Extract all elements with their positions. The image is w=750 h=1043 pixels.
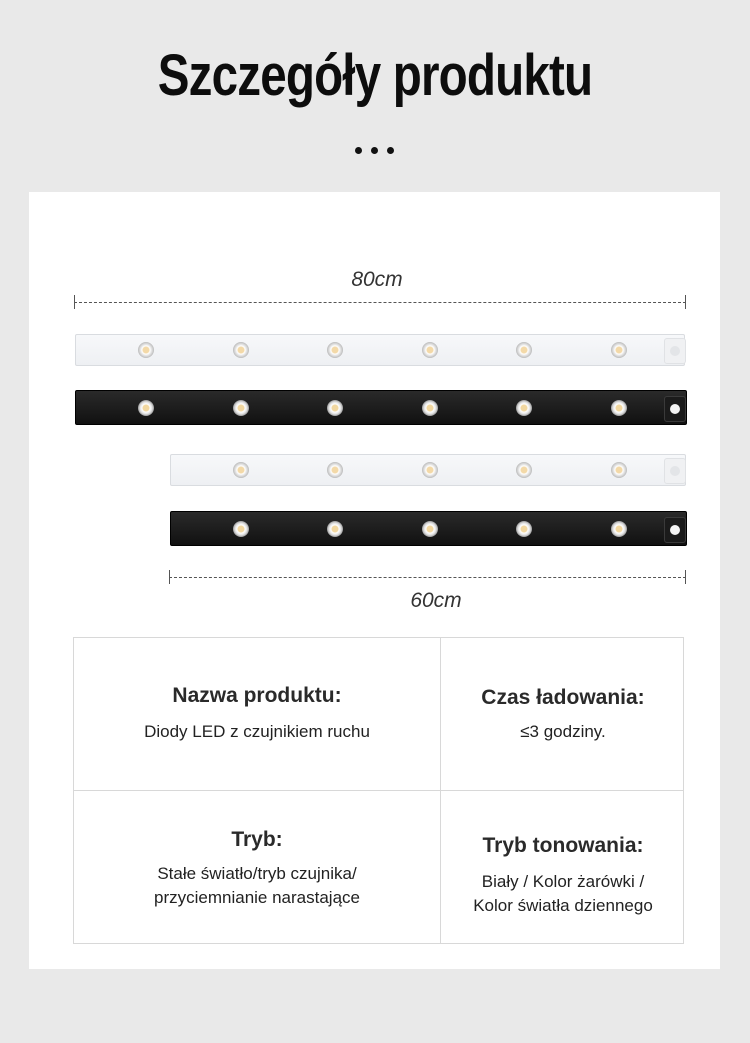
led-icon <box>233 521 249 537</box>
led-icon <box>611 342 627 358</box>
led-icon <box>422 400 438 416</box>
spec-table <box>73 637 684 944</box>
spec-cell-charging-time <box>441 686 685 744</box>
dot <box>371 147 378 154</box>
led-bar-white-80cm <box>75 334 685 366</box>
spec-label: Czas ładowania: <box>481 686 645 709</box>
led-icon <box>138 400 154 416</box>
spec-value: Stałe światło/tryb czujnika/ <box>157 864 357 883</box>
led-icon <box>611 462 627 478</box>
led-icon <box>611 521 627 537</box>
dimension-line-60cm <box>169 577 686 578</box>
led-icon <box>422 521 438 537</box>
dimension-label-80cm: 80cm <box>351 268 403 291</box>
dimension-line-80cm <box>74 302 686 303</box>
led-icon <box>516 462 532 478</box>
spec-value: Biały / Kolor żarówki / <box>481 872 645 891</box>
led-icon <box>611 400 627 416</box>
spec-label: Tryb: <box>231 828 283 851</box>
ellipsis-decoration <box>355 147 399 157</box>
motion-sensor-icon <box>664 338 686 364</box>
motion-sensor-icon <box>664 396 686 422</box>
motion-sensor-icon <box>664 517 686 543</box>
table-divider <box>74 790 683 791</box>
led-icon <box>516 521 532 537</box>
motion-sensor-icon <box>664 458 686 484</box>
led-bar-black-80cm <box>75 390 687 425</box>
spec-value: ≤3 godziny. <box>520 722 606 741</box>
spec-value: Diody LED z czujnikiem ruchu <box>144 722 370 741</box>
led-icon <box>233 342 249 358</box>
led-icon <box>327 342 343 358</box>
led-icon <box>138 342 154 358</box>
led-icon <box>516 342 532 358</box>
dot <box>355 147 362 154</box>
spec-cell-tone-mode <box>441 834 685 918</box>
led-icon <box>422 462 438 478</box>
led-icon <box>327 521 343 537</box>
dimension-label-60cm: 60cm <box>410 589 462 612</box>
led-bar-white-60cm <box>170 454 686 486</box>
led-icon <box>422 342 438 358</box>
spec-value: przyciemnianie narastające <box>154 888 360 907</box>
led-icon <box>233 462 249 478</box>
dot <box>387 147 394 154</box>
spec-cell-product-name <box>74 684 440 744</box>
spec-value: Kolor światła dziennego <box>473 896 653 915</box>
spec-cell-mode <box>74 828 440 910</box>
led-icon <box>233 400 249 416</box>
spec-label: Nazwa produktu: <box>172 684 342 707</box>
dimension-tick <box>685 570 686 584</box>
led-icon <box>327 400 343 416</box>
spec-label: Tryb tonowania: <box>482 834 644 857</box>
dimension-tick <box>685 295 686 309</box>
led-icon <box>516 400 532 416</box>
page-title: Szczegóły produktu <box>157 43 593 108</box>
led-bar-black-60cm <box>170 511 687 546</box>
led-icon <box>327 462 343 478</box>
